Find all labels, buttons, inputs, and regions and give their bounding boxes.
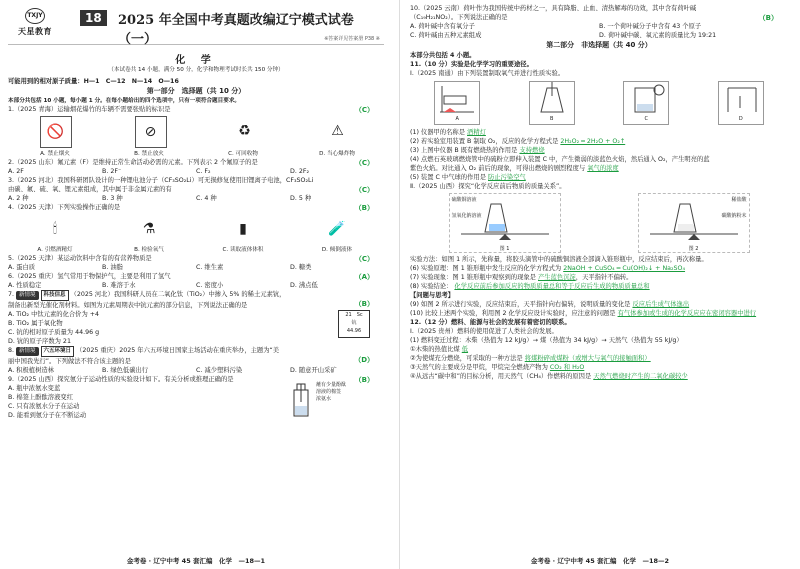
q9-label-1: 蘸有少量酚酞	[316, 382, 347, 388]
q1-option-c: C. 可回收物	[228, 151, 258, 157]
q11-1: (1) 仪器甲的名称是	[410, 129, 465, 136]
q8-stem: （2025 重庆）2025 年六五环境日国家主场活动在重庆举办，主题为“美	[76, 347, 280, 354]
q4-option-b: B. 检验氧气	[134, 247, 164, 253]
gas-bottle-icon: ⚗	[142, 221, 156, 237]
q9-option-a: A. 瓶中浓氨水变蓝	[8, 385, 61, 392]
q11-8: (8) 实验结论：	[410, 283, 453, 290]
q11-7-answer: 产生蓝色沉淀	[538, 274, 576, 281]
q12-1b: ②为使煤充分燃烧，可采取的一种方法是	[410, 355, 523, 362]
q11-6-answer: 2NaOH + CuSO₄ ═ Cu(OH)₂↓ + Na₂SO₄	[563, 265, 686, 272]
q6-answer: （A）	[354, 273, 374, 281]
part2-note: 本部分共包括 4 小题。	[410, 52, 476, 59]
q10-stem-2: （C₁₉H₂₁NO₂）。下列说法正确的是	[410, 14, 508, 21]
q11-3-answer: 支持燃烧	[519, 147, 545, 154]
part1-note: 本部分共包括 10 小题，每小题 1 分。在每小题给出的四个选项中，只有一项符合题目要求。	[8, 98, 241, 104]
q11-part2: Ⅱ.（2025 山西）探究“化学反应前后物质的质量关系”。	[410, 183, 566, 190]
q10-options-1	[410, 22, 788, 31]
q11-10-answer: 有气体参加或生成的化学反应应在密闭容器中进行	[617, 310, 757, 317]
q11-4-answer: 氧气的浓度	[587, 165, 619, 172]
q2-option-a: A. 2F	[8, 168, 24, 175]
question-2	[8, 158, 384, 176]
part1-heading: 第一部分 选择题（共 10 分）	[146, 87, 246, 95]
q10-option-d: D. 荷叶碱中碳、氧元素的质量比为 19:21	[599, 32, 717, 39]
q5-options	[8, 263, 384, 272]
q5-option-d: D. 糖类	[290, 264, 312, 271]
q11-part1: Ⅰ.（2025 南通）由下列装置制取氧气并进行性质实验。	[410, 70, 565, 77]
q3-answer: （C）	[354, 186, 374, 194]
apparatus-d: D	[718, 81, 764, 125]
q10-option-c: C. 荷叶碱由五种元素组成	[410, 32, 482, 39]
element-card-sc: 21 Sc 钪 44.96	[338, 310, 370, 338]
q12-stem: 12.（12 分）燃料、能源与社会的发展有着密切的联系。	[410, 319, 571, 326]
q11-7: (7) 实验现象：图 1 锥形瓶中观察到的现象是	[410, 274, 536, 281]
q6-option-a: A. 性质稳定	[8, 282, 42, 289]
paper-number: 18	[80, 10, 107, 26]
q2-option-c: C. F₂	[196, 168, 211, 175]
q1-option-b: B. 禁止放火	[134, 151, 164, 157]
q11-8-answer: 化学反应前后参加反应的物质质量总和等于反应后生成的物质质量总和	[454, 283, 650, 290]
q1-answer: （C）	[354, 106, 374, 114]
apparatus-a: A	[434, 81, 480, 125]
question-5	[8, 254, 384, 272]
question-4	[8, 203, 384, 254]
q11-stem: 11.（10 分）实验是化学学习的重要途径。	[410, 61, 533, 68]
q8-option-b: B. 绿色低碳出行	[102, 367, 149, 374]
q4-option-a: A. 引燃酒精灯	[37, 247, 73, 253]
left-footer: 金考卷 · 辽宁中考 45 套汇编 化学 —18—1	[126, 557, 266, 565]
q2-option-d: D. 2F₂	[290, 168, 310, 175]
q4-images	[8, 214, 384, 244]
q7-topic: 科技信息	[41, 290, 69, 301]
q8-option-a: A. 积极植树造林	[8, 367, 54, 374]
no-fire-sign-icon: 🚫	[40, 116, 72, 148]
question-8: 8. 新情境 六五环境日 （2025 重庆）2025 年六五环境日国家主场活动在重庆举办，主题为“美 丽中国我先行”。下列做法不符合该主题的是 （D） A. 积极植树造林 B. 绿色低碳出行 C. 减少塑料污染 D. 随意开山采矿	[8, 346, 384, 375]
left-page	[0, 0, 392, 569]
q11-think-heading: 【问题与思考】	[410, 292, 455, 299]
apparatus-b: B	[529, 81, 575, 125]
q10-option-b: B. 一个荷叶碱分子中含有 43 个原子	[599, 23, 702, 30]
q11-2: (2) 若实验室用装置 B 制取 O₂，反应的化学方程式是	[410, 138, 559, 145]
publisher-logo	[14, 8, 56, 40]
q12-1a-answer: 低	[461, 346, 469, 353]
paper-title: 2025 年全国中考真题改编辽宁模式试卷（一）	[118, 13, 354, 47]
q10-answer: （B）	[758, 14, 778, 22]
q3-option-a: A. 2 种	[8, 195, 29, 202]
q11-5: (5) 装置 C 中气球的作用是	[410, 174, 486, 181]
question-7: 7. 新情境 科技信息 （2025 河北）我国科研人员在二氧化钛（TiO₂）中掺入 5% 的稀土元素钪， 制备出新型光催化剂材料。如图为元素周期表中钪元素的部分信息，下列说法正确的是 （B） A. TiO₂ 中钛元素的化合价为 +4 B. TiO₂ 属于氧化物 C. 钪的相对原子质量为 44.96 g D. 钪的原子序数为 21 21 Sc 钪 44.96	[8, 290, 384, 346]
q3-options	[8, 194, 384, 203]
question-6	[8, 272, 384, 290]
answer-note: ※答案详见答案册 P38 ※	[324, 36, 380, 42]
q7-stem: （2025 河北）我国科研人员在二氧化钛（TiO₂）中掺入 5% 的稀土元素钪，	[70, 291, 286, 298]
q6-options	[8, 281, 384, 290]
q6-option-b: B. 难溶于水	[102, 282, 136, 289]
q7-answer: （B）	[354, 300, 374, 308]
right-page	[404, 0, 796, 569]
q12-1b-answer: 将煤粉碎成煤粉（或增大与氧气的接触面积）	[524, 355, 651, 362]
exam-header	[8, 4, 384, 45]
pouring-liquid-icon: 🧪	[328, 221, 346, 237]
q11-10: (10) 比较上述两个实验，利用图 2 化学反应设计实验时，应注意的问题是	[410, 310, 616, 317]
page-divider	[399, 0, 400, 569]
q7-option-b: B. TiO₂ 属于氧化物	[8, 320, 63, 327]
q3-stem-2: 由碳、氟、硫、氧、锂元素组成，其中属于非金属元素的有	[8, 186, 172, 193]
measuring-cylinder-icon: ▮	[239, 221, 247, 237]
q11-1-answer: 酒精灯	[467, 129, 486, 136]
q9-option-c: C. 只有浓氨水分子在运动	[8, 403, 80, 410]
q12-1c: ③天然气的主要成分是甲烷，甲烷完全燃烧产物为	[410, 364, 548, 371]
subject-title: 化 学	[175, 55, 217, 66]
question-1	[8, 105, 384, 158]
q12-1d: ④从远古“碳中和”的目标分析，用天然气（CH₄）作燃料的原因是	[410, 373, 592, 380]
q12-1: (1) 燃料变迁过程：木柴（热值为 12 kJ/g）→ 煤（热值为 34 kJ/g）→ 天然气（热值为 55 kJ/g）	[410, 337, 683, 344]
q9-option-d: D. 能看到氨分子在不断运动	[8, 412, 87, 419]
question-3	[8, 176, 384, 203]
figure-2: 稀盐酸 碳酸钠粉末 图 2	[638, 193, 750, 253]
q4-answer: （B）	[354, 204, 374, 212]
q2-option-b: B. 2F⁻	[102, 168, 122, 175]
q7-option-d: D. 钪的原子序数为 21	[8, 338, 71, 345]
q6-option-d: D. 沸点低	[290, 282, 318, 289]
q11-9: (9) 如图 2 所示进行实验，反应结束后，天平指针向右偏转，说明质量的变化是	[410, 301, 631, 308]
q5-option-c: C. 维生素	[196, 264, 224, 271]
q11-3: (3) 上图中仪器 B 既有燃烧热的作用是	[410, 147, 518, 154]
q3-stem: 3.（2025 河北）我国科研团队设计的一种锂电池分子（CF₃SO₂Li）可无损修复使用旧锂离子电池，CF₃SO₂Li	[8, 177, 314, 184]
logo-mark: TXJY	[25, 8, 45, 24]
q9-stem: 9.（2025 山西）探究氨分子运动性质的实验设计如下。有关分析或推理正确的是	[8, 376, 234, 383]
ammonia-apparatus	[288, 382, 378, 418]
q1-stem: 1.（2025 青海）运输烟花爆竹的车辆不需要张贴的标识是	[8, 106, 171, 113]
exam-info: （本试卷共 14 小题，满分 50 分，化学和物理考试时长共 150 分钟）	[108, 67, 284, 73]
q2-options	[8, 167, 384, 176]
q12-part1: Ⅰ.（2025 贵州）燃料的使用促进了人类社会的发展。	[410, 328, 558, 335]
q3-option-d: D. 5 种	[290, 195, 312, 202]
q5-option-a: A. 蛋白质	[8, 264, 36, 271]
q7-stem-2: 制备出新型光催化剂材料。如图为元素周期表中钪元素的部分信息，下列说法正确的是	[8, 302, 248, 309]
q4-option-c: C. 读取液体体积	[222, 247, 264, 253]
right-footer: 金考卷 · 辽宁中考 45 套汇编 化学 —18—2	[530, 557, 670, 565]
part2-heading: 第二部分 非选择题（共 40 分）	[546, 41, 652, 49]
q11-4: (4) 点燃石英玻璃燃烧管中的硫粉立即伸入装置 C 中，产生微弱的淡蓝色火焰，然后通入 O₂，产生明亮的蓝	[410, 156, 710, 163]
q3-option-c: C. 4 种	[196, 195, 217, 202]
q9-option-b: B. 棉签上酚酞溶液变红	[8, 394, 73, 401]
q11-9-answer: 反应后生成气体逸出	[632, 301, 690, 308]
q8-tag: 新情境	[16, 347, 39, 356]
question-11: 11.（10 分）实验是化学学习的重要途径。 Ⅰ.（2025 南通）由下列装置制取氧气并进行性质实验。 A B C D (1) 仪器甲的名称是 酒精灯 (2) 若实验室用装置 B 制取 O₂，反应的化学方程式是 2H₂O₂ ═ 2H₂O + O₂↑ (3) 上图中仪器 B 既有燃烧热的作用是 支持燃烧 (4) 点燃石英玻璃燃烧管中的硫粉立即伸入装置 C 中，产生微弱的淡蓝色火焰，然后通入 O₂，产生明亮的蓝 紫色火焰。对比通入 O₂ 前后的现象，可得出燃烧的剧烈程度与 氧气的浓度 (5) 装置 C 中气球的作用是 防止污染空气 Ⅱ.（2025 山西）探究“化学反应前后物质的质量关系”。 硫酸铜溶液 氢氧化钠溶液 图 1 稀盐酸 碳酸钠粉末 图 2 实验方法：如图 1 所示，先称量，将胶头滴管中的硫酸铜溶液全部滴入锥形瓶中，反应结束后，再次称量。 (6) 实验原理：图 1 锥形瓶中发生反应的化学方程式为 2NaOH + CuSO₄ ═ Cu(OH)₂↓ + Na₂SO₄ (7) 实验现象：图 1 锥形瓶中观察到的现象是 产生蓝色沉淀，天平指针不偏转。 (8) 实验结论： 化学反应前后参加反应的物质质量总和等于反应后生成的物质质量总和 【问题与思考】 (9) 如图 2 所示进行实验，反应结束后，天平指针向右偏转，说明质量的变化是 反应后生成气体逸出 (10) 比较上述两个实验，利用图 2 化学反应设计实验时，应注意的问题是 有气体参加或生成的化学反应应在密闭容器中进行	[410, 60, 788, 318]
figure-1: 硫酸铜溶液 氢氧化钠溶液 图 1	[449, 193, 561, 253]
no-smoking-sign-icon: ⊘	[135, 116, 167, 148]
alcohol-lamp-icon: 🕯	[53, 221, 57, 237]
q9-answer: （B）	[354, 376, 374, 384]
q12-1a: ①木柴的热值比煤	[410, 346, 460, 353]
q11-apparatus	[410, 81, 788, 125]
q7-option-a: A. TiO₂ 中钛元素的化合价为 +4	[8, 311, 100, 318]
q8-options	[8, 366, 384, 375]
q6-option-c: C. 密度小	[196, 282, 224, 289]
question-12	[410, 318, 788, 381]
q11-2-answer: 2H₂O₂ ═ 2H₂O + O₂↑	[560, 138, 626, 145]
q12-1c-answer: CO₂ 和 H₂O	[549, 364, 585, 371]
q1-options	[8, 150, 384, 158]
q4-stem: 4.（2025 天津）下列实验操作正确的是	[8, 204, 121, 211]
q11-method: 实验方法：如图 1 所示，先称量，将胶头滴管中的硫酸铜溶液全部滴入锥形瓶中，反应结束后，再次称量。	[410, 256, 708, 263]
q9-label-2: 溶液的棉签	[316, 389, 342, 395]
q10-options-2	[410, 31, 788, 40]
logo-text: 天星教育	[18, 27, 52, 36]
q5-option-b: B. 油脂	[102, 264, 123, 271]
q2-answer: （C）	[354, 159, 374, 167]
apparatus-c: C	[623, 81, 669, 125]
q2-stem: 2.（2025 山东）氟元素（F）是维持正常生命活动必需的元素。下列表示 2 个氟原子的是	[8, 159, 258, 166]
q10-option-a: A. 荷叶碱中含有氧分子	[410, 23, 475, 30]
bottle-icon	[288, 382, 314, 418]
q1-option-d: D. 当心爆炸物	[319, 151, 355, 157]
q1-option-a: A. 禁止烟火	[40, 151, 70, 157]
q8-option-d: D. 随意开山采矿	[290, 367, 337, 374]
q8-topic: 六五环境日	[41, 346, 75, 357]
q4-option-d: D. 倾倒液体	[321, 247, 353, 253]
q1-signs	[8, 116, 384, 148]
q7-option-c: C. 钪的相对原子质量为 44.96 g	[8, 329, 100, 336]
q4-options	[8, 246, 384, 254]
q11-figures	[410, 193, 788, 253]
q7-tag: 新情境	[16, 291, 39, 300]
q8-option-c: C. 减少塑料污染	[196, 367, 243, 374]
q8-answer: （D）	[354, 356, 374, 364]
atomic-mass-line: 可能用到的相对原子质量：H—1 C—12 N—14 O—16	[8, 78, 179, 85]
q9-label-3: 浓氨水	[316, 396, 332, 402]
question-9	[8, 375, 384, 420]
q3-option-b: B. 3 种	[102, 195, 123, 202]
question-10	[410, 4, 788, 40]
q11-6: (6) 实验原理：图 1 锥形瓶中发生反应的化学方程式为	[410, 265, 562, 272]
q5-stem: 5.（2025 天津）某运动饮料中含有的有营养物质是	[8, 255, 152, 262]
explosive-sign-icon: ⚠	[331, 123, 344, 139]
q8-stem-2: 丽中国我先行”。下列做法不符合该主题的是	[8, 358, 131, 365]
q10-stem: 10.（2025 云南）荷叶作为我国传统中药材之一，具有降脂、止血、清热解毒的功效，其中含有荷叶碱	[410, 5, 697, 12]
recycle-sign-icon: ♻	[238, 123, 251, 139]
q12-1d-answer: 天然气燃烧时产生的二氧化碳较少	[593, 373, 688, 380]
q6-stem: 6.（2025 重庆）氢气常用于物保护气，主要是利用了氢气	[8, 273, 171, 280]
q11-5-answer: 防止污染空气	[488, 174, 526, 181]
q11-4b: 紫色火焰。对比通入 O₂ 前后的现象，可得出燃烧的剧烈程度与	[410, 165, 586, 172]
q5-answer: （C）	[354, 255, 374, 263]
